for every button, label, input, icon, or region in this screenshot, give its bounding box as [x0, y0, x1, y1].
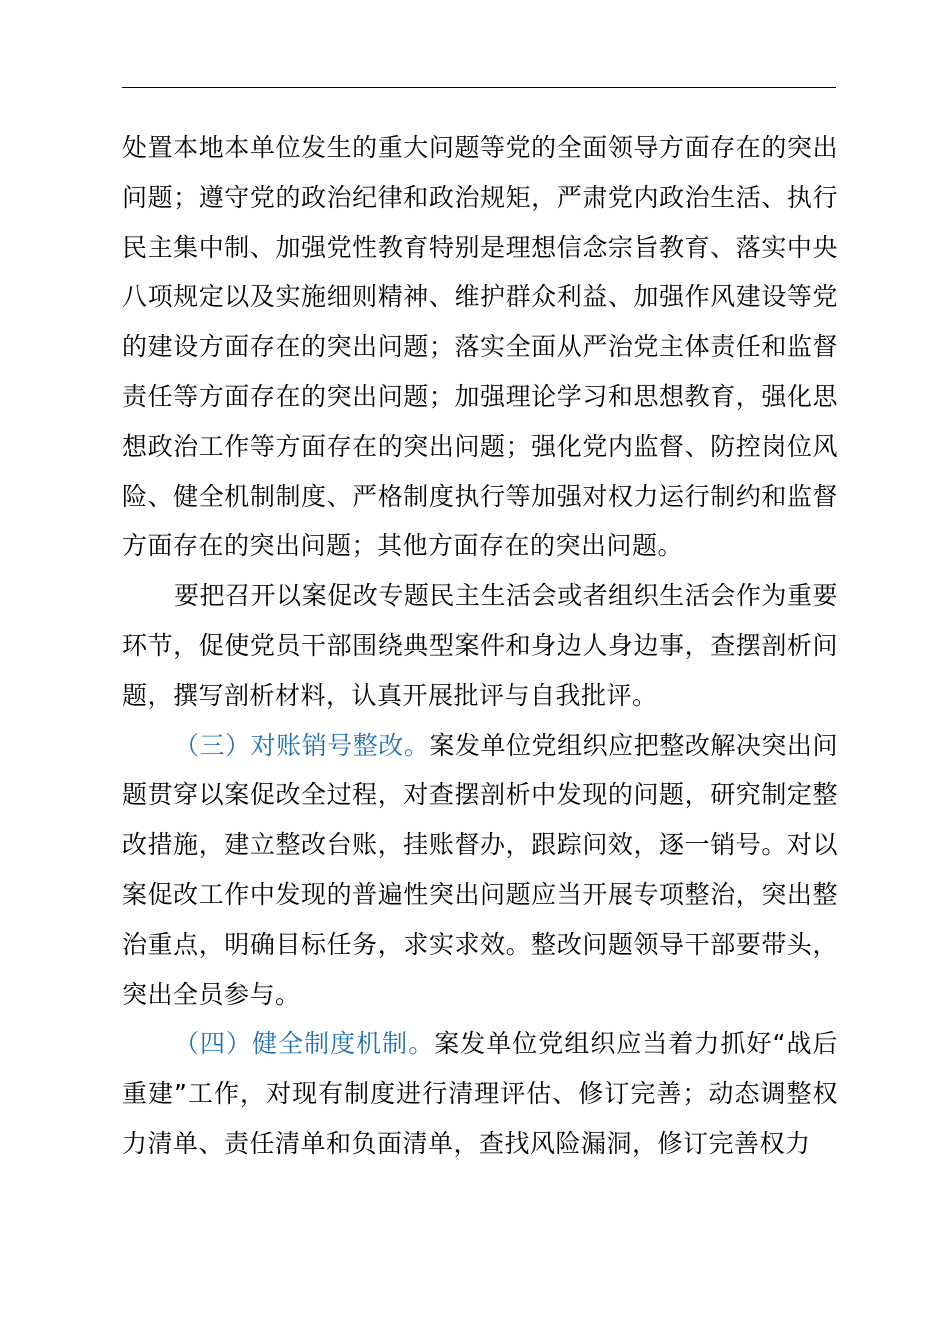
paragraph-1 — [122, 123, 838, 571]
paragraph-3 — [122, 721, 838, 1020]
header-rule — [122, 87, 836, 88]
paragraph-3-text: 案发单位党组织应把整改解决突出问题贯穿以案促改全过程，对查摆剖析中发现的问题，研究制定整改措施，建立整改台账，挂账督办，跟踪问效，逐一销号。对以案促改工作中发现的普遍性突出问题应当开展专项整治，突出整治重点，明确目标任务，求实求效。整改问题领导干部要带头，突出全员参与。 — [122, 730, 838, 1009]
document-body — [122, 123, 838, 1169]
paragraph-2 — [122, 571, 838, 720]
paragraph-1-text: 处置本地本单位发生的重大问题等党的全面领导方面存在的突出问题；遵守党的政治纪律和政治规矩，严肃党内政治生活、执行民主集中制、加强党性教育特别是理想信念宗旨教育、落实中央八项规定以及实施细则精神、维护群众利益、加强作风建设等党的建设方面存在的突出问题；落实全面从严治党主体责任和监督责任等方面存在的突出问题；加强理论学习和思想教育，强化思想政治工作等方面存在的突出问题；强化党内监督、防控岗位风险、健全机制制度、严格制度执行等加强对权力运行制约和监督方面存在的突出问题；其他方面存在的突出问题。 — [122, 133, 838, 561]
paragraph-4 — [122, 1019, 838, 1168]
paragraph-4-text: 案发单位党组织应当着力抓好“战后重建”工作，对现有制度进行清理评估、修订完善；动态调整权力清单、责任清单和负面清单，查找风险漏洞，修订完善权力 — [122, 1029, 838, 1158]
paragraph-2-text: 要把召开以案促改专题民主生活会或者组织生活会作为重要环节，促使党员干部围绕典型案件和身边人身边事，查摆剖析问题，撰写剖析材料，认真开展批评与自我批评。 — [122, 581, 838, 710]
section-heading-3: （三）对账销号整改。 — [174, 730, 430, 760]
section-heading-4: （四）健全制度机制。 — [174, 1029, 435, 1059]
